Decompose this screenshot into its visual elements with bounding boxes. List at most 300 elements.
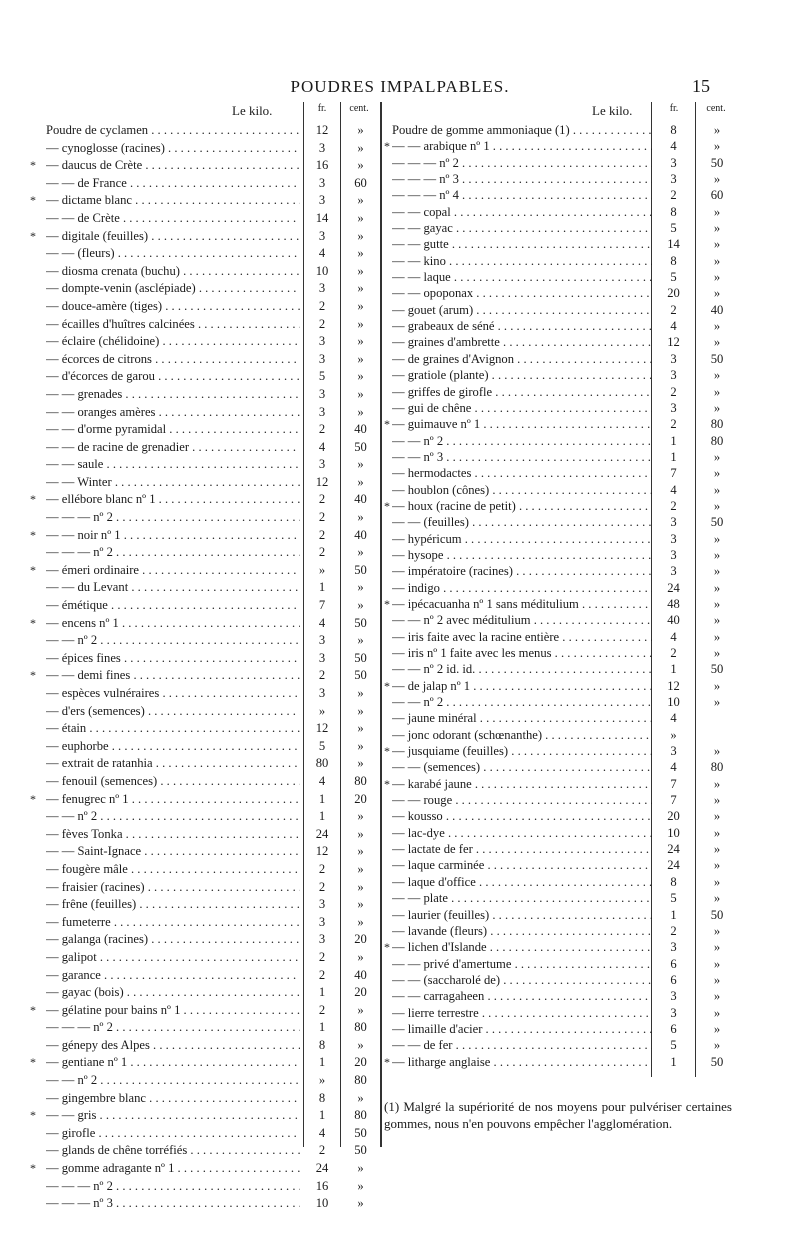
- item-label: — hysope . . .: [392, 547, 658, 563]
- price-centimes: »: [357, 756, 364, 771]
- price-francs: 5: [304, 738, 340, 756]
- price-francs: 4: [652, 629, 695, 645]
- price-centimes: »: [357, 351, 364, 366]
- item-label: — — kino . . .: [392, 253, 658, 269]
- list-item: [0, 228, 380, 246]
- price-francs: 1: [304, 1054, 340, 1072]
- price-centimes: »: [357, 703, 364, 718]
- list-item: [0, 1195, 380, 1213]
- item-label: — — opoponax . . .: [392, 285, 658, 301]
- price-francs: 12: [304, 720, 340, 738]
- price-centimes: »: [357, 633, 364, 648]
- item-label: — girofle . . .: [46, 1125, 300, 1143]
- asterisk-marker: *: [384, 678, 390, 693]
- price-francs: 3: [304, 632, 340, 650]
- price-centimes: 20: [354, 985, 367, 1000]
- price-francs: 1: [304, 1107, 340, 1125]
- price-francs: 5: [652, 1037, 695, 1053]
- price-francs: 10: [652, 694, 695, 710]
- list-item: [0, 351, 380, 369]
- list-item: [0, 1090, 380, 1108]
- price-francs: 6: [652, 956, 695, 972]
- item-label: — karabé jaune . . .: [392, 776, 658, 792]
- price-francs: 4: [652, 482, 695, 498]
- list-item: [382, 318, 742, 334]
- price-centimes: »: [713, 940, 721, 955]
- price-francs: 3: [304, 685, 340, 703]
- list-item: [0, 509, 380, 527]
- price-centimes: 50: [354, 668, 367, 683]
- item-label: — gayac (bois) . . .: [46, 984, 300, 1002]
- list-item: [382, 449, 742, 465]
- price-centimes: »: [357, 598, 364, 613]
- price-francs: 12: [304, 474, 340, 492]
- price-francs: 3: [652, 367, 695, 383]
- item-label: — — de racine de grenadier . . .: [46, 439, 300, 457]
- price-centimes: »: [713, 221, 721, 236]
- item-label: — — oranges amères . . .: [46, 404, 300, 422]
- price-francs: 3: [304, 192, 340, 210]
- list-item: [382, 498, 742, 514]
- price-francs: 3: [304, 351, 340, 369]
- item-label: — — nº 2 avec méditulium . . .: [392, 612, 658, 628]
- price-centimes: 80: [710, 417, 724, 432]
- item-label: — lierre terrestre . . .: [392, 1005, 658, 1021]
- asterisk-marker: *: [30, 193, 36, 208]
- price-francs: 2: [652, 187, 695, 203]
- price-francs: 3: [304, 404, 340, 422]
- price-francs: 1: [304, 579, 340, 597]
- item-label: — — Winter . . .: [46, 474, 300, 492]
- price-francs: 3: [304, 931, 340, 949]
- price-francs: 4: [304, 615, 340, 633]
- asterisk-marker: *: [30, 1002, 36, 1017]
- price-centimes: 50: [710, 515, 724, 530]
- price-centimes: »: [357, 510, 364, 525]
- list-item: [0, 703, 380, 721]
- list-item: [382, 1005, 742, 1021]
- price-centimes: 50: [354, 1125, 367, 1140]
- price-centimes: »: [713, 776, 721, 791]
- price-centimes: »: [713, 204, 721, 219]
- price-francs: 2: [304, 1002, 340, 1020]
- price-francs: 3: [652, 351, 695, 367]
- asterisk-marker: *: [30, 158, 36, 173]
- price-francs: 7: [652, 465, 695, 481]
- price-centimes: »: [357, 1037, 364, 1052]
- price-francs: 24: [652, 857, 695, 873]
- item-label: — — gris . . .: [46, 1107, 300, 1125]
- price-centimes: 50: [354, 1143, 367, 1158]
- item-label: — — nº 2 . . .: [46, 808, 300, 826]
- list-item: [0, 1160, 380, 1178]
- list-item: [382, 596, 742, 612]
- item-label: — digitale (feuilles) . . .: [46, 228, 300, 246]
- price-francs: 3: [652, 155, 695, 171]
- price-francs: 2: [304, 509, 340, 527]
- price-francs: 3: [652, 563, 695, 579]
- price-francs: 12: [304, 122, 340, 140]
- item-label: — — arabique nº 1 . . .: [392, 138, 658, 154]
- list-item: [382, 580, 742, 596]
- list-item: [382, 253, 742, 269]
- price-centimes: 50: [710, 907, 724, 922]
- list-item: [0, 157, 380, 175]
- unit-header-right: Le kilo.: [592, 103, 633, 118]
- item-label: — espèces vulnéraires . . .: [46, 685, 300, 703]
- item-label: — houblon (cônes) . . .: [392, 482, 658, 498]
- price-francs: 24: [304, 826, 340, 844]
- item-label: — — gayac . . .: [392, 220, 658, 236]
- price-centimes: 80: [710, 760, 724, 775]
- asterisk-marker: *: [384, 139, 390, 154]
- item-label: — hypéricum . . .: [392, 531, 658, 547]
- item-label: — lac-dye . . .: [392, 825, 658, 841]
- list-item: [0, 456, 380, 474]
- list-item: [382, 416, 742, 432]
- price-francs: 1: [652, 661, 695, 677]
- price-centimes: »: [713, 564, 721, 579]
- price-francs: 2: [652, 416, 695, 432]
- price-centimes: »: [357, 316, 364, 331]
- list-item: [382, 776, 742, 792]
- item-label: — — Saint-Ignace . . .: [46, 843, 300, 861]
- price-centimes: 40: [354, 527, 367, 542]
- price-centimes: »: [713, 449, 721, 464]
- item-label: — — — nº 2 . . .: [46, 509, 300, 527]
- list-item: [382, 694, 742, 710]
- item-label: — étain . . .: [46, 720, 300, 738]
- price-francs: 10: [652, 825, 695, 841]
- list-item: [382, 482, 742, 498]
- page-number: 15: [692, 76, 710, 96]
- price-centimes: »: [713, 989, 721, 1004]
- price-francs: 2: [304, 491, 340, 509]
- price-centimes: »: [357, 457, 364, 472]
- price-centimes: »: [357, 949, 364, 964]
- price-centimes: »: [713, 400, 721, 415]
- price-francs: 1: [304, 791, 340, 809]
- list-item: [382, 988, 742, 1004]
- price-centimes: »: [357, 210, 364, 225]
- price-francs: 7: [652, 776, 695, 792]
- price-francs: 4: [652, 759, 695, 775]
- price-francs: 3: [652, 988, 695, 1004]
- unit-header-left: Le kilo.: [232, 103, 273, 118]
- list-item: [382, 939, 742, 955]
- item-label: — — — nº 3 . . .: [392, 171, 658, 187]
- asterisk-marker: *: [30, 527, 36, 542]
- price-francs: 5: [304, 368, 340, 386]
- price-francs: 4: [652, 318, 695, 334]
- list-item: [0, 333, 380, 351]
- list-item: [382, 531, 742, 547]
- price-centimes: »: [713, 286, 721, 301]
- price-francs: 3: [304, 896, 340, 914]
- price-centimes: 80: [354, 1020, 367, 1035]
- price-centimes: »: [713, 237, 721, 252]
- price-centimes: »: [713, 972, 721, 987]
- price-francs: 3: [652, 743, 695, 759]
- list-item: [0, 632, 380, 650]
- item-label: — — (semences) . . .: [392, 759, 658, 775]
- list-item: [0, 474, 380, 492]
- price-francs: 3: [304, 650, 340, 668]
- item-label: — — (feuilles) . . .: [392, 514, 658, 530]
- price-centimes: »: [713, 466, 721, 481]
- price-centimes: »: [713, 744, 721, 759]
- list-item: [0, 1142, 380, 1160]
- price-centimes: 60: [354, 175, 367, 190]
- price-francs: 14: [304, 210, 340, 228]
- item-label: — — noir nº 1 . . .: [46, 527, 300, 545]
- price-francs: 2: [304, 861, 340, 879]
- asterisk-marker: *: [384, 744, 390, 759]
- item-label: — — nº 2 . . .: [46, 632, 300, 650]
- price-centimes: 50: [710, 662, 724, 677]
- item-label: — jusquiame (feuilles) . . .: [392, 743, 658, 759]
- price-centimes: »: [713, 793, 721, 808]
- price-francs: 80: [304, 755, 340, 773]
- cent-header-left: cent.: [349, 103, 369, 114]
- list-item: [0, 1178, 380, 1196]
- asterisk-marker: *: [384, 776, 390, 791]
- list-item: [0, 122, 380, 140]
- asterisk-marker: *: [30, 492, 36, 507]
- price-francs: 24: [652, 580, 695, 596]
- list-item: [0, 896, 380, 914]
- price-francs: 4: [304, 1125, 340, 1143]
- price-francs: 8: [304, 1090, 340, 1108]
- list-item: [382, 155, 742, 171]
- price-francs: 20: [652, 808, 695, 824]
- list-item: [382, 334, 742, 350]
- price-centimes: »: [357, 474, 364, 489]
- list-item: [0, 861, 380, 879]
- asterisk-marker: *: [384, 498, 390, 513]
- list-item: [0, 298, 380, 316]
- price-centimes: »: [357, 809, 364, 824]
- list-item: [382, 433, 742, 449]
- price-francs: 4: [304, 773, 340, 791]
- price-francs: 1: [652, 449, 695, 465]
- item-label: — — nº 2 . . .: [392, 433, 658, 449]
- item-label: — fougère mâle . . .: [46, 861, 300, 879]
- price-francs: 12: [304, 843, 340, 861]
- item-label: — jonc odorant (schœnanthe) . . .: [392, 727, 658, 743]
- price-francs: 8: [304, 1037, 340, 1055]
- item-label: — euphorbe . . .: [46, 738, 300, 756]
- list-item: [0, 263, 380, 281]
- price-francs: 24: [304, 1160, 340, 1178]
- price-francs: 2: [652, 498, 695, 514]
- item-label: — jaune minéral . . .: [392, 710, 658, 726]
- item-label: — gomme adragante nº 1 . . .: [46, 1160, 300, 1178]
- price-francs: 5: [652, 890, 695, 906]
- price-centimes: »: [357, 545, 364, 560]
- item-label: — — (saccharolé de) . . .: [392, 972, 658, 988]
- price-centimes: »: [713, 596, 721, 611]
- price-francs: 8: [652, 253, 695, 269]
- item-label: — — rouge . . .: [392, 792, 658, 808]
- price-centimes: »: [357, 386, 364, 401]
- price-francs: 1: [304, 1019, 340, 1037]
- item-label: — indigo . . .: [392, 580, 658, 596]
- list-item: [0, 579, 380, 597]
- price-francs: 3: [652, 171, 695, 187]
- price-francs: 2: [304, 949, 340, 967]
- asterisk-marker: *: [30, 562, 36, 577]
- price-francs: 16: [304, 1178, 340, 1196]
- price-centimes: »: [357, 298, 364, 313]
- price-francs: 3: [304, 280, 340, 298]
- price-francs: 4: [652, 138, 695, 154]
- asterisk-marker: *: [384, 417, 390, 432]
- list-item: [0, 386, 380, 404]
- price-francs: 1: [304, 808, 340, 826]
- price-francs: 1: [652, 907, 695, 923]
- price-francs: 3: [652, 514, 695, 530]
- list-item: [0, 439, 380, 457]
- price-centimes: »: [357, 861, 364, 876]
- item-label: — litharge anglaise . . .: [392, 1054, 658, 1070]
- item-label: — — saule . . .: [46, 456, 300, 474]
- price-francs: 7: [304, 597, 340, 615]
- list-item: [382, 1054, 742, 1070]
- list-item: [0, 210, 380, 228]
- item-label: — — d'orme pyramidal . . .: [46, 421, 300, 439]
- price-centimes: »: [713, 335, 721, 350]
- asterisk-marker: *: [30, 1055, 36, 1070]
- price-francs: 5: [652, 269, 695, 285]
- item-label: — fraisier (racines) . . .: [46, 879, 300, 897]
- price-centimes: »: [713, 498, 721, 513]
- item-label: — — du Levant . . .: [46, 579, 300, 597]
- item-label: — — — nº 4 . . .: [392, 187, 658, 203]
- price-francs: 10: [304, 263, 340, 281]
- item-label: — émétique . . .: [46, 597, 300, 615]
- asterisk-marker: *: [30, 1108, 36, 1123]
- price-centimes: 50: [354, 562, 367, 577]
- price-centimes: 50: [710, 1054, 724, 1069]
- item-label: Poudre de gomme ammoniaque (1) . . .: [392, 122, 658, 138]
- price-centimes: »: [713, 695, 721, 710]
- list-item: [0, 1002, 380, 1020]
- item-label: — dictame blanc . . .: [46, 192, 300, 210]
- price-francs: 3: [304, 456, 340, 474]
- list-item: [0, 791, 380, 809]
- list-item: [382, 187, 742, 203]
- list-item: [0, 404, 380, 422]
- item-label: — — carragaheen . . .: [392, 988, 658, 1004]
- price-centimes: 20: [354, 791, 367, 806]
- price-centimes: »: [713, 891, 721, 906]
- price-francs: 2: [304, 667, 340, 685]
- price-francs: 8: [652, 122, 695, 138]
- price-francs: 3: [304, 333, 340, 351]
- list-item: [382, 351, 742, 367]
- item-label: — laque carminée . . .: [392, 857, 658, 873]
- price-centimes: »: [357, 123, 364, 137]
- price-centimes: »: [713, 809, 721, 824]
- list-item: [0, 615, 380, 633]
- item-label: — de jalap nº 1 . . .: [392, 678, 658, 694]
- price-centimes: »: [357, 1090, 364, 1105]
- list-item: [382, 1037, 742, 1053]
- item-label: — fenugrec nº 1 . . .: [46, 791, 300, 809]
- list-item: [0, 720, 380, 738]
- price-francs: 2: [304, 316, 340, 334]
- price-centimes: »: [357, 281, 364, 296]
- list-item: [0, 562, 380, 580]
- price-centimes: 80: [710, 433, 724, 448]
- item-label: — gratiole (plante) . . .: [392, 367, 658, 383]
- item-label: — — copal . . .: [392, 204, 658, 220]
- list-item: [0, 1107, 380, 1125]
- list-item: [0, 280, 380, 298]
- item-label: — — nº 2 . . .: [392, 694, 658, 710]
- item-label: — cynoglosse (racines) . . .: [46, 140, 300, 158]
- price-centimes: »: [357, 1002, 364, 1017]
- item-label: — — — nº 2 . . .: [46, 1019, 300, 1037]
- item-label: — guimauve nº 1 . . .: [392, 416, 658, 432]
- list-item: [0, 245, 380, 263]
- price-francs: 3: [652, 939, 695, 955]
- price-centimes: »: [357, 738, 364, 753]
- list-item: [382, 220, 742, 236]
- list-item: [382, 923, 742, 939]
- list-item: [382, 743, 742, 759]
- item-label: — limaille d'acier . . .: [392, 1021, 658, 1037]
- price-francs: 2: [304, 421, 340, 439]
- price-centimes: »: [713, 956, 721, 971]
- price-francs: 7: [652, 792, 695, 808]
- list-item: [382, 285, 742, 301]
- list-item: [0, 1072, 380, 1090]
- price-francs: 3: [652, 1005, 695, 1021]
- price-centimes: »: [357, 228, 364, 243]
- price-centimes: »: [357, 721, 364, 736]
- price-centimes: 40: [354, 967, 367, 982]
- price-francs: 2: [304, 1142, 340, 1160]
- price-centimes: »: [713, 678, 721, 693]
- item-label: — gouet (arum) . . .: [392, 302, 658, 318]
- item-label: — kousso . . .: [392, 808, 658, 824]
- list-item: [382, 629, 742, 645]
- price-francs: »: [304, 703, 340, 721]
- price-centimes: »: [713, 874, 721, 889]
- item-label: — épices fines . . .: [46, 650, 300, 668]
- item-label: — hermodactes . . .: [392, 465, 658, 481]
- item-label: — grabeaux de séné . . .: [392, 318, 658, 334]
- price-centimes: 80: [354, 773, 367, 788]
- price-centimes: »: [713, 629, 721, 644]
- price-francs: 4: [304, 439, 340, 457]
- list-item: [382, 384, 742, 400]
- list-item: [382, 972, 742, 988]
- price-centimes: »: [713, 858, 721, 873]
- price-francs: »: [304, 562, 340, 580]
- price-centimes: 50: [354, 650, 367, 665]
- list-item: [382, 808, 742, 824]
- price-centimes: 40: [354, 422, 367, 437]
- price-centimes: 40: [710, 302, 724, 317]
- price-francs: 1: [304, 984, 340, 1002]
- list-item: [0, 544, 380, 562]
- item-label: — laurier (feuilles) . . .: [392, 907, 658, 923]
- price-centimes: »: [713, 825, 721, 840]
- price-francs: 1: [652, 433, 695, 449]
